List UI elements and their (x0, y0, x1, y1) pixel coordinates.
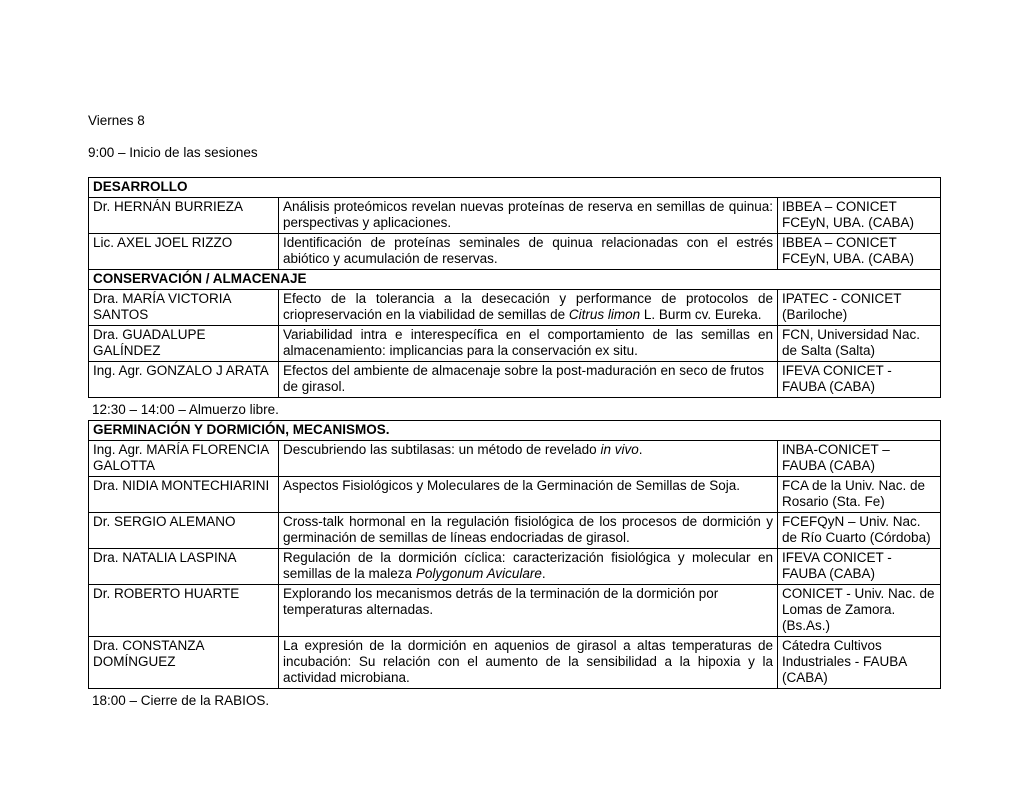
speaker-name: Dra. MARÍA VICTORIA SANTOS (89, 290, 279, 326)
affiliation: IFEVA CONICET - FAUBA (CABA) (778, 549, 941, 585)
talk-title-segment: Análisis proteómicos revelan nuevas proteínas de reserva en semillas de quinua: perspectivas y aplicaciones. (283, 199, 773, 230)
talk-title-segment: Efectos del ambiente de almacenaje sobre la post-maduración en seco de frutos de girasol. (283, 363, 765, 394)
affiliation: FCN, Universidad Nac. de Salta (Salta) (778, 326, 941, 362)
talk-title-segment: La expresión de la dormición en aquenios de girasol a altas temperaturas de incubación: Su relación con el aumento de la sensibilidad a la hipoxia y la actividad microbiana. (283, 638, 773, 685)
speaker-name: Ing. Agr. MARÍA FLORENCIA GALOTTA (89, 441, 279, 477)
session-row (89, 198, 941, 234)
closing-note: 18:00 – Cierre de la RABIOS. (92, 693, 270, 708)
speaker-name: Dra. NIDIA MONTECHIARINI (89, 477, 279, 513)
talk-title-segment: Cross-talk hormonal en la regulación fisiológica de los procesos de dormición y germinación de semillas de líneas endocriadas de girasol. (283, 514, 773, 545)
speaker-name: Dr. ROBERTO HUARTE (89, 585, 279, 637)
lunch-note: 12:30 – 14:00 – Almuerzo libre. (92, 402, 279, 417)
session-start-note: 9:00 – Inicio de las sesiones (88, 145, 258, 160)
talk-title-segment: Polygonum Aviculare (415, 566, 542, 581)
affiliation: Cátedra Cultivos Industriales - FAUBA (CABA) (778, 637, 941, 689)
session-row (89, 234, 941, 270)
speaker-name: Lic. AXEL JOEL RIZZO (89, 234, 279, 270)
affiliation: IBBEA – CONICET FCEyN, UBA. (CABA) (778, 198, 941, 234)
afternoon-schedule-table (88, 420, 941, 689)
speaker-name: Dr. HERNÁN BURRIEZA (89, 198, 279, 234)
talk-title (279, 637, 778, 689)
session-row (89, 637, 941, 689)
talk-title-segment: . (541, 566, 546, 581)
section-header: CONSERVACIÓN / ALMACENAJE (89, 270, 941, 290)
talk-title-segment: . (638, 442, 643, 457)
speaker-name: Dr. SERGIO ALEMANO (89, 513, 279, 549)
section-header-row (89, 178, 941, 198)
session-row (89, 585, 941, 637)
section-header-row (89, 270, 941, 290)
session-row (89, 326, 941, 362)
talk-title-segment: Aspectos Fisiológicos y Moleculares de la Germinación de Semillas de Soja. (283, 478, 740, 493)
speaker-name: Ing. Agr. GONZALO J ARATA (89, 362, 279, 398)
talk-title (279, 234, 778, 270)
talk-title-segment: Regulación de la dormición cíclica: caracterización fisiológica y molecular en semillas de la maleza (283, 550, 773, 581)
session-row (89, 549, 941, 585)
talk-title-segment: Efecto de la tolerancia a la desecación y performance de protocolos de criopreservación en la viabilidad de semillas de (283, 291, 773, 322)
section-header: DESARROLLO (89, 178, 941, 198)
talk-title (279, 441, 778, 477)
talk-title-segment: Variabilidad intra e interespecífica en el comportamiento de las semillas en almacenamiento: implicancias para la conservación ex situ. (283, 327, 773, 358)
affiliation: IPATEC - CONICET (Bariloche) (778, 290, 941, 326)
affiliation: FCEFQyN – Univ. Nac. de Río Cuarto (Córdoba) (778, 513, 941, 549)
affiliation: IFEVA CONICET - FAUBA (CABA) (778, 362, 941, 398)
affiliation: FCA de la Univ. Nac. de Rosario (Sta. Fe) (778, 477, 941, 513)
talk-title-segment: in vivo (600, 442, 639, 457)
talk-title (279, 362, 778, 398)
talk-title-segment: L. Burm cv. Eureka. (640, 307, 762, 322)
session-row (89, 477, 941, 513)
session-row (89, 513, 941, 549)
section-header-row (89, 421, 941, 441)
date-heading: Viernes 8 (88, 113, 145, 128)
session-row (89, 290, 941, 326)
speaker-name: Dra. GUADALUPE GALÍNDEZ (89, 326, 279, 362)
speaker-name: Dra. CONSTANZA DOMÍNGUEZ (89, 637, 279, 689)
session-row (89, 362, 941, 398)
talk-title (279, 198, 778, 234)
talk-title (279, 326, 778, 362)
section-header: GERMINACIÓN Y DORMICIÓN, MECANISMOS. (89, 421, 941, 441)
affiliation: INBA-CONICET – FAUBA (CABA) (778, 441, 941, 477)
talk-title-segment: Citrus limon (568, 307, 641, 322)
morning-schedule-table (88, 177, 941, 398)
talk-title (279, 290, 778, 326)
talk-title (279, 585, 778, 637)
talk-title-segment: Identificación de proteínas seminales de quinua relacionadas con el estrés abiótico y acumulación de reservas. (283, 235, 773, 266)
talk-title (279, 477, 778, 513)
affiliation: CONICET - Univ. Nac. de Lomas de Zamora. (Bs.As.) (778, 585, 941, 637)
talk-title-segment: Explorando los mecanismos detrás de la terminación de la dormición por temperaturas alternadas. (283, 586, 719, 617)
affiliation: IBBEA – CONICET FCEyN, UBA. (CABA) (778, 234, 941, 270)
session-row (89, 441, 941, 477)
talk-title (279, 513, 778, 549)
document-page (88, 113, 940, 711)
talk-title-segment: Descubriendo las subtilasas: un método de revelado (283, 442, 601, 457)
talk-title (279, 549, 778, 585)
speaker-name: Dra. NATALIA LASPINA (89, 549, 279, 585)
